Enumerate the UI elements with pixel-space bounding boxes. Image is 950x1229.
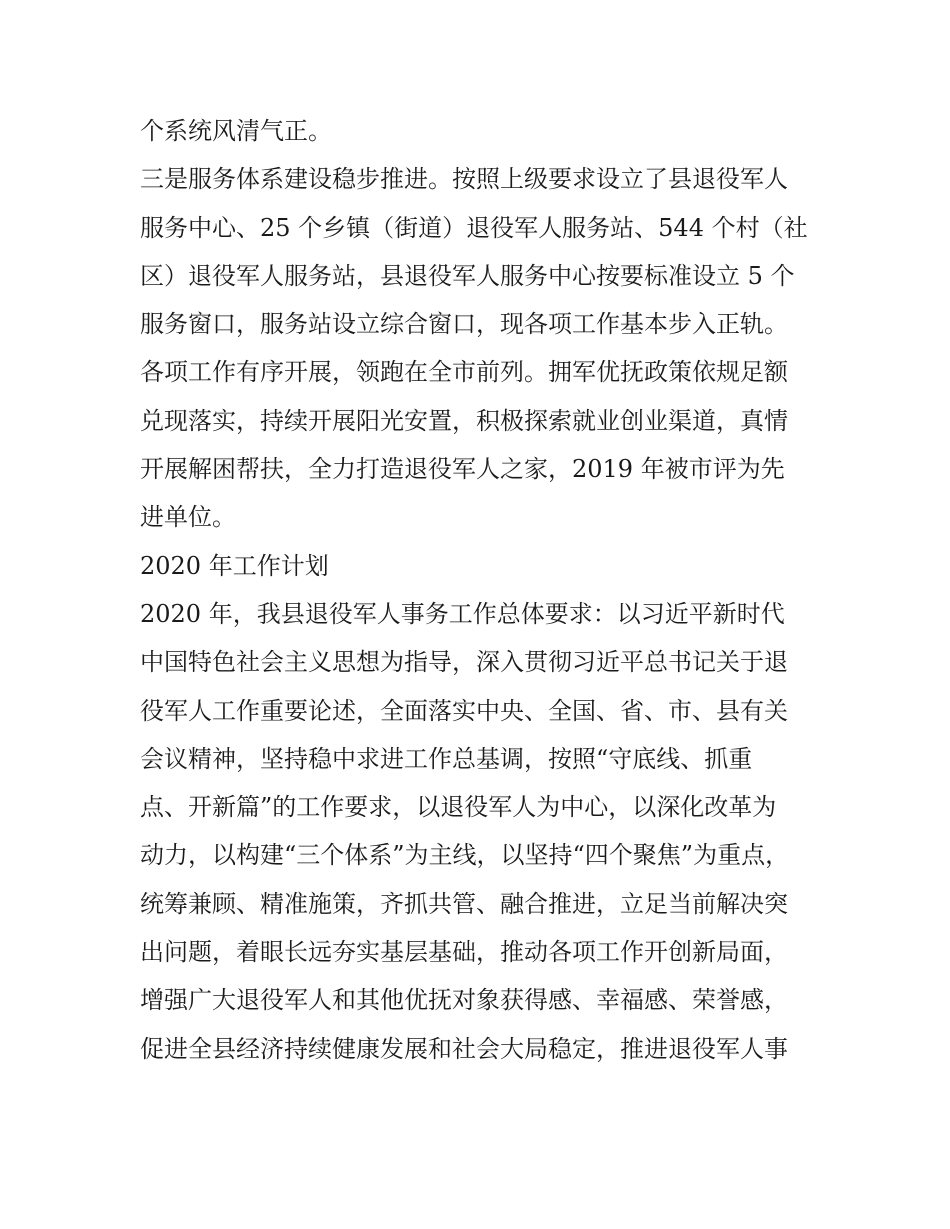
text-line: 役军人工作重要论述，全面落实中央、全国、省、市、县有关 — [140, 696, 788, 725]
text-line: 会议精神，坚持稳中求进工作总基调，按照“守底线、抓重 — [140, 744, 753, 773]
text-line: 个系统风清气正。 — [140, 117, 332, 145]
text-line: 各项工作有序开展，领跑在全市前列。拥军优抚政策依规足额 — [140, 358, 788, 387]
text-line: 三是服务体系建设稳步推进。按照上级要求设立了县退役军人 — [140, 165, 788, 194]
text-line: 促进全县经济持续健康发展和社会大局稳定，推进退役军人事 — [140, 1034, 788, 1063]
text-line: 区）退役军人服务站，县退役军人服务中心按要标准设立 5 个 — [140, 261, 795, 290]
text-line: 2020 年，我县退役军人事务工作总体要求：以习近平新时代 — [140, 599, 785, 628]
text-line: 兑现落实，持续开展阳光安置，积极探索就业创业渠道，真情 — [140, 406, 788, 435]
text-line: 进单位。 — [140, 503, 236, 532]
text-line: 统筹兼顾、精准施策，齐抓共管、融合推进，立足当前解决突 — [140, 889, 788, 918]
text-line: 增强广大退役军人和其他优抚对象获得感、幸福感、荣誉感， — [140, 986, 788, 1015]
text-line: 开展解困帮扶，全力打造退役军人之家，2019 年被市评为先 — [140, 455, 785, 484]
text-line: 中国特色社会主义思想为指导，深入贯彻习近平总书记关于退 — [140, 648, 788, 677]
text-line: 服务窗口，服务站设立综合窗口，现各项工作基本步入正轨。 — [140, 310, 788, 339]
text-line: 出问题，着眼长远夯实基层基础，推动各项工作开创新局面， — [140, 938, 788, 967]
text-line: 点、开新篇”的工作要求，以退役军人为中心，以深化改革为 — [140, 793, 777, 822]
text-line: 动力，以构建“三个体系”为主线，以坚持“四个聚焦”为重点， — [140, 841, 790, 870]
section-heading: 2020 年工作计划 — [140, 551, 329, 580]
document-body — [140, 107, 830, 1073]
text-line: 服务中心、25 个乡镇（街道）退役军人服务站、544 个村（社 — [140, 213, 808, 242]
